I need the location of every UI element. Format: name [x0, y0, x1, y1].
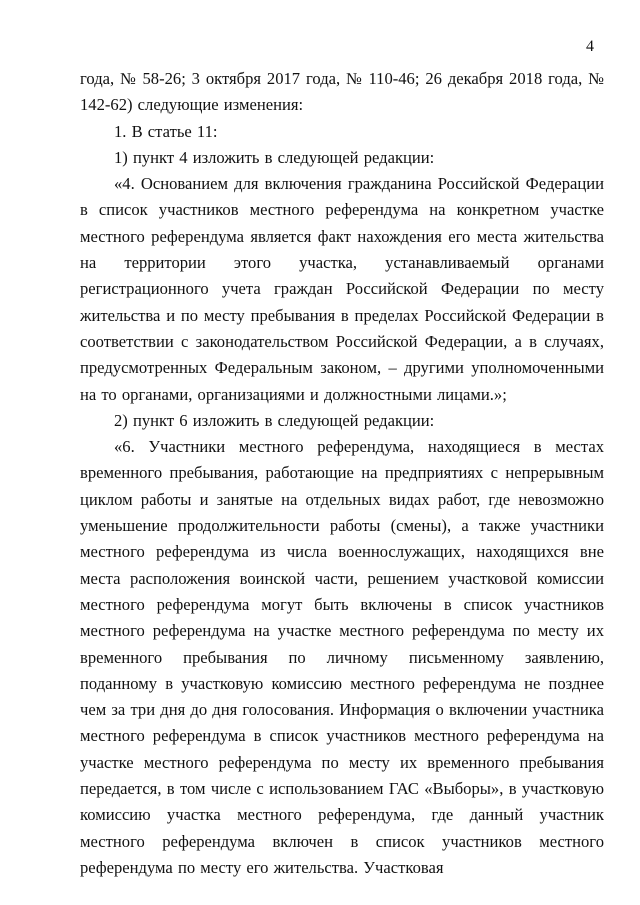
- paragraph-article-heading: 1. В статье 11:: [114, 121, 218, 141]
- paragraph-intro: года, № 58-26; 3 октября 2017 года, № 110-46; 26 декабря 2018 года, № 142-62) следующие изменения:: [80, 69, 604, 115]
- paragraph-item-2: 2) пункт 6 изложить в следующей редакции:: [114, 410, 435, 430]
- paragraph-item-1: 1) пункт 4 изложить в следующей редакции:: [114, 147, 435, 167]
- paragraph-clause-6: «6. Участники местного референдума, находящиеся в местах временного пребывания, работающие на предприятиях с непрерывным циклом работы и занятые на отдельных видах работ, где невозможно уменьшение продолжительности работы (смены), а также участники местного референдума из числа военнослужащих, находящихся вне места расположения воинской части, решением участковой комиссии местного референдума могут быть включены в список участников местного референдума на участке местного референдума по месту их временного пребывания по личному письменному заявлению, поданному в участковую комиссию местного референдума не позднее чем за три дня до дня голосования. Информация о включении участника местного референдума в список участников местного референдума на участке местного референдума по месту их временного пребывания передается, в том числе с использованием ГАС «Выборы», в участковую комиссию участка местного референдума, где данный участник местного референдума включен в список участников местного референдума по месту его жительства. Участковая: [80, 437, 604, 877]
- page-number: 4: [586, 38, 594, 55]
- document-body: [80, 66, 604, 881]
- paragraph-clause-4: «4. Основанием для включения гражданина Российской Федерации в список участников местного референдума на конкретном участке местного референдума является факт нахождения его места жительства на территории этого участка, устанавливаемый органами регистрационного учета граждан Российской Федерации по месту жительства и по месту пребывания в пределах Российской Федерации в соответствии с законодательством Российской Федерации, а в случаях, предусмотренных Федеральным законом, – другими уполномоченными на то органами, организациями и должностными лицами.»;: [80, 174, 604, 404]
